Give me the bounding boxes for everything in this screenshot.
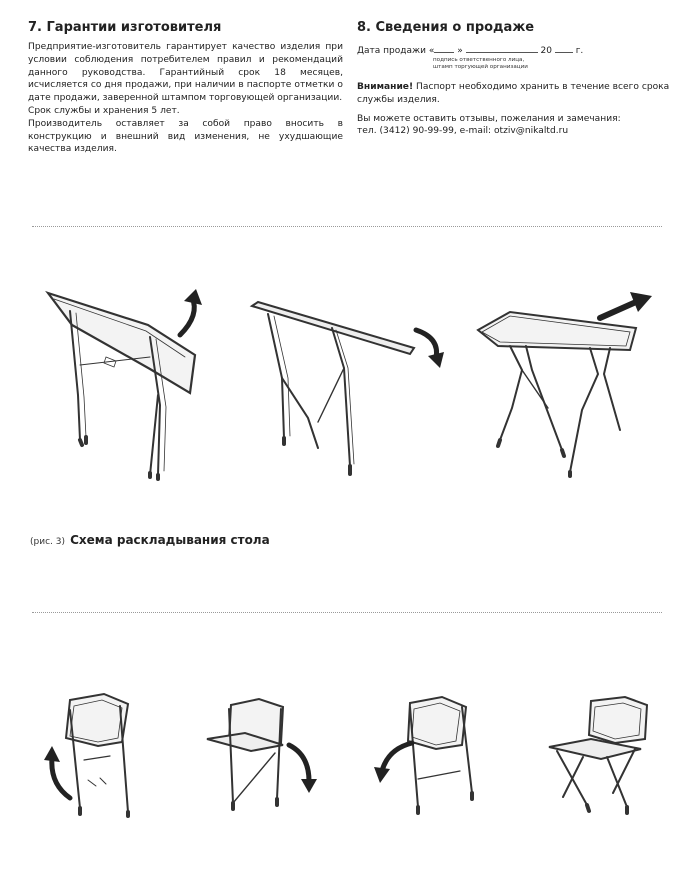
chair-folded-illustration xyxy=(40,690,150,820)
sale-section xyxy=(357,20,675,138)
dotted-separator-top xyxy=(32,226,662,227)
sale-date-line xyxy=(357,43,675,56)
figure-caption xyxy=(30,529,270,548)
warranty-title: 7. Гарантии изготовителя xyxy=(28,20,222,35)
rotate-down-left-arrow-icon xyxy=(374,743,412,783)
push-arrow-icon xyxy=(600,292,652,318)
signature-note-line-2: штамп торгующей организации xyxy=(433,64,528,70)
figure-label: (рис. 3) xyxy=(30,537,65,547)
feedback-line-1: Вы можете оставить отзывы, пожелания и замечания: xyxy=(357,113,621,124)
warranty-section xyxy=(28,20,343,156)
month-blank xyxy=(466,43,538,53)
table-folded-illustration xyxy=(40,285,220,485)
year-blank xyxy=(555,43,573,53)
warranty-paragraph-2: Срок службы и хранения 5 лет. xyxy=(28,105,180,116)
table-unfolded-illustration xyxy=(470,290,660,480)
warranty-text xyxy=(28,41,343,156)
year-prefix: 20 xyxy=(540,46,552,56)
table-unfolding-illustration xyxy=(248,298,448,483)
dotted-separator-bottom xyxy=(32,612,662,613)
day-blank xyxy=(434,43,454,53)
chair-unfolding-illustration xyxy=(205,693,325,818)
rotate-down-arrow-icon xyxy=(289,745,317,793)
signature-note xyxy=(433,57,675,71)
figure-title: Схема раскладывания стола xyxy=(70,533,270,547)
year-suffix: г. xyxy=(575,46,584,56)
feedback-block xyxy=(357,113,675,139)
attention-note xyxy=(357,81,675,107)
attention-label: Внимание! xyxy=(357,82,414,92)
signature-note-line-1: подпись ответственного лица, xyxy=(433,57,525,63)
rotate-left-arrow-icon xyxy=(44,746,70,798)
chair-seat-lowering-illustration xyxy=(370,693,495,818)
warranty-paragraph-3: Производитель оставляет за собой право вносить в конструкцию и внешний вид изменения, не ухудшающие качества изделия. xyxy=(28,118,343,155)
lift-arrow-icon xyxy=(180,289,202,335)
warranty-paragraph-1: Предприятие-изготовитель гарантирует качество изделия при условии соблюдения потребителем правил и рекомендаций данного руководства. Гарантийный срок 18 месяцев, исчисляется со дня продажи, при наличии в паспорте отметки о дате продажи, заверенной штампом торговующей организации. xyxy=(28,42,343,104)
turn-down-arrow-icon xyxy=(416,330,444,368)
chair-unfolded-illustration xyxy=(543,693,663,818)
sale-date-label: Дата продажи « xyxy=(357,46,435,56)
attention-text: Паспорт необходимо хранить в течение всего срока службы изделия. xyxy=(357,82,670,105)
feedback-contacts: тел. (3412) 90-99-99, e-mail: otziv@nikaltd.ru xyxy=(357,126,569,137)
quote-close: » xyxy=(457,46,463,56)
sale-title: 8. Сведения о продаже xyxy=(357,20,535,35)
